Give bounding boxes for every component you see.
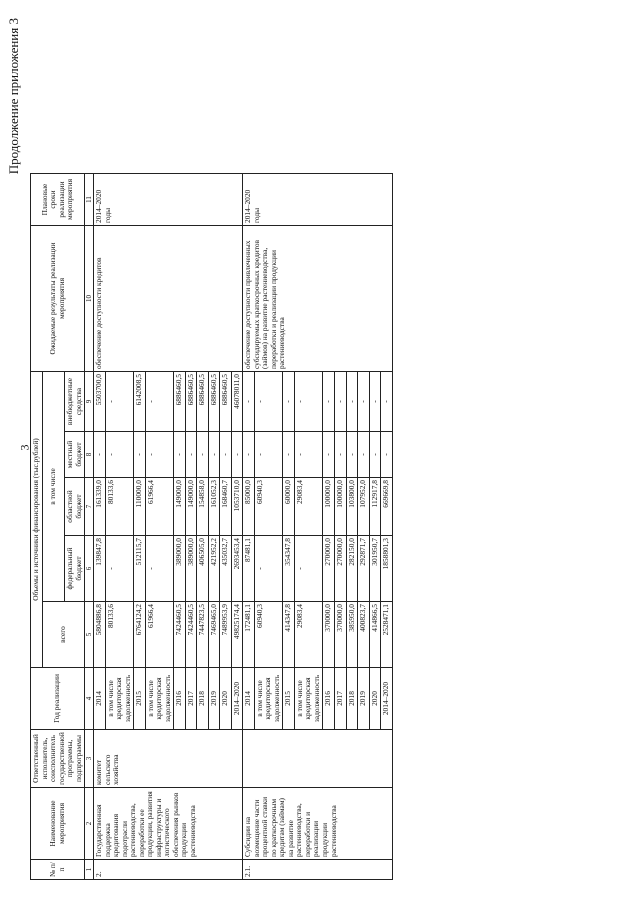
- row-number: 2.1.: [243, 860, 392, 880]
- regional-cell: 60000,0: [283, 478, 295, 536]
- column-number: 10: [85, 226, 94, 372]
- local-cell: -: [381, 432, 393, 478]
- regional-cell: 154858,0: [197, 478, 209, 536]
- offbudget-cell: -: [145, 372, 174, 432]
- year-cell: в том числе кредиторская задолженность: [294, 668, 323, 730]
- regional-cell: 149000,0: [185, 478, 197, 536]
- local-cell: -: [358, 432, 370, 478]
- offbudget-cell: -: [105, 372, 134, 432]
- offbudget-cell: 6886460,5: [208, 372, 220, 432]
- offbudget-cell: 5503700,0: [94, 372, 106, 432]
- offbudget-cell: -: [283, 372, 295, 432]
- total-cell: 80133,6: [105, 602, 134, 668]
- offbudget-cell: -: [346, 372, 358, 432]
- total-cell: 7424460,5: [185, 602, 197, 668]
- local-cell: -: [369, 432, 381, 478]
- header-offbudget: внебюджетные средства: [65, 372, 85, 432]
- offbudget-cell: -: [323, 372, 335, 432]
- year-cell: 2018: [197, 668, 209, 730]
- regional-cell: 168460,7: [220, 478, 232, 536]
- federal-cell: 354347,8: [283, 536, 295, 602]
- regional-cell: 100000,0: [335, 478, 347, 536]
- federal-cell: 435032,7: [220, 536, 232, 602]
- total-cell: 2528471,1: [381, 602, 393, 668]
- year-cell: 2016: [174, 668, 186, 730]
- federal-cell: -: [294, 536, 323, 602]
- column-number: 1: [85, 860, 94, 880]
- federal-cell: 389000,0: [174, 536, 186, 602]
- federal-cell: 512115,7: [134, 536, 146, 602]
- regional-cell: 161052,3: [208, 478, 220, 536]
- total-cell: 29083,4: [294, 602, 323, 668]
- column-number: 5: [85, 602, 94, 668]
- activity-name: Субсидии на возмещение части процентной ставки по краткосрочным кредитам (займам) на развитие растениеводства, переработки и реализации продукции растениеводства: [243, 788, 392, 860]
- federal-cell: 421952,2: [208, 536, 220, 602]
- regional-cell: 110000,0: [134, 478, 146, 536]
- column-number: 6: [85, 536, 94, 602]
- header-local: местный бюджет: [65, 432, 85, 478]
- local-cell: -: [243, 432, 255, 478]
- local-cell: -: [105, 432, 134, 478]
- year-cell: 2014–2020: [381, 668, 393, 730]
- header-results: Ожидаемые результаты реализации мероприятия: [31, 226, 85, 372]
- offbudget-cell: -: [358, 372, 370, 432]
- local-cell: -: [145, 432, 174, 478]
- year-cell: в том числе кредиторская задолженность: [105, 668, 134, 730]
- total-cell: 370000,0: [323, 602, 335, 668]
- total-cell: 385950,0: [346, 602, 358, 668]
- continuation-title: Продолжение приложения 3: [6, 18, 21, 175]
- year-cell: 2020: [220, 668, 232, 730]
- executor: [243, 730, 392, 788]
- total-cell: 7424460,5: [174, 602, 186, 668]
- total-cell: 414866,5: [369, 602, 381, 668]
- planned-terms: 2014–2020 годы: [94, 174, 243, 226]
- year-cell: 2015: [283, 668, 295, 730]
- header-federal: федеральный бюджет: [65, 536, 85, 602]
- local-cell: -: [346, 432, 358, 478]
- local-cell: -: [294, 432, 323, 478]
- year-cell: 2014: [243, 668, 255, 730]
- offbudget-cell: -: [254, 372, 283, 432]
- column-number: 2: [85, 788, 94, 860]
- federal-cell: 282150,0: [346, 536, 358, 602]
- local-cell: -: [335, 432, 347, 478]
- total-cell: 414347,8: [283, 602, 295, 668]
- year-cell: 2014: [94, 668, 106, 730]
- federal-cell: 406505,0: [197, 536, 209, 602]
- row-number: 2.: [94, 860, 243, 880]
- local-cell: -: [134, 432, 146, 478]
- total-cell: 6764124,2: [134, 602, 146, 668]
- federal-cell: 389000,0: [185, 536, 197, 602]
- regional-cell: 107952,0: [358, 478, 370, 536]
- federal-cell: 270000,0: [323, 536, 335, 602]
- column-number: 9: [85, 372, 94, 432]
- offbudget-cell: 6142008,5: [134, 372, 146, 432]
- local-cell: -: [208, 432, 220, 478]
- header-num: № п/п: [31, 860, 85, 880]
- regional-cell: 61966,4: [145, 478, 174, 536]
- table-row: [243, 174, 255, 880]
- column-number-row: [85, 174, 94, 880]
- year-cell: 2014–2020: [231, 668, 243, 730]
- column-number: 3: [85, 730, 94, 788]
- header-total: всего: [42, 602, 85, 668]
- year-cell: 2015: [134, 668, 146, 730]
- federal-cell: 292871,7: [358, 536, 370, 602]
- regional-cell: 103800,0: [346, 478, 358, 536]
- table-row: [94, 174, 106, 880]
- local-cell: -: [323, 432, 335, 478]
- total-cell: 5804886,8: [94, 602, 106, 668]
- regional-cell: 29083,4: [294, 478, 323, 536]
- federal-cell: 1858801,3: [381, 536, 393, 602]
- header-name: Наименование мероприятия: [31, 788, 85, 860]
- local-cell: -: [174, 432, 186, 478]
- regional-cell: 669669,8: [381, 478, 393, 536]
- year-cell: 2016: [323, 668, 335, 730]
- expected-result: обеспечение доступности кредитов: [94, 226, 243, 372]
- offbudget-cell: 6886460,5: [174, 372, 186, 432]
- year-cell: 2018: [346, 668, 358, 730]
- regional-cell: 149000,0: [174, 478, 186, 536]
- local-cell: -: [220, 432, 232, 478]
- local-cell: -: [254, 432, 283, 478]
- offbudget-cell: 6886460,5: [185, 372, 197, 432]
- offbudget-cell: -: [381, 372, 393, 432]
- local-cell: -: [197, 432, 209, 478]
- federal-cell: 139847,8: [94, 536, 106, 602]
- regional-cell: 85000,0: [243, 478, 255, 536]
- offbudget-cell: -: [294, 372, 323, 432]
- column-number: 11: [85, 174, 94, 226]
- regional-cell: 1053710,0: [231, 478, 243, 536]
- total-cell: 172481,1: [243, 602, 255, 668]
- header-regional: областной бюджет: [65, 478, 85, 536]
- year-cell: 2020: [369, 668, 381, 730]
- expected-result: обеспечение доступности привлеченных субсидируемых краткосрочных кредитов (займов) на развитие растениеводства, переработки и реализации продукции растениеводства: [243, 226, 392, 372]
- planned-terms: 2014–2020 годы: [243, 174, 392, 226]
- total-cell: 61966,4: [145, 602, 174, 668]
- local-cell: -: [94, 432, 106, 478]
- total-cell: 49825174,4: [231, 602, 243, 668]
- federal-cell: -: [254, 536, 283, 602]
- federal-cell: 87481,1: [243, 536, 255, 602]
- total-cell: 60940,3: [254, 602, 283, 668]
- federal-cell: 2693453,4: [231, 536, 243, 602]
- offbudget-cell: -: [243, 372, 255, 432]
- federal-cell: 270000,0: [335, 536, 347, 602]
- total-cell: 7447823,5: [197, 602, 209, 668]
- federal-cell: -: [105, 536, 134, 602]
- offbudget-cell: 6886460,5: [197, 372, 209, 432]
- column-number: 4: [85, 668, 94, 730]
- total-cell: 400823,7: [358, 602, 370, 668]
- federal-cell: 301950,7: [369, 536, 381, 602]
- year-cell: 2017: [185, 668, 197, 730]
- regional-cell: 161339,0: [94, 478, 106, 536]
- offbudget-cell: -: [369, 372, 381, 432]
- regional-cell: 100000,0: [323, 478, 335, 536]
- regional-cell: 60940,3: [254, 478, 283, 536]
- federal-cell: -: [145, 536, 174, 602]
- offbudget-cell: 6886460,5: [220, 372, 232, 432]
- local-cell: -: [231, 432, 243, 478]
- column-number: 7: [85, 478, 94, 536]
- year-cell: 2019: [208, 668, 220, 730]
- total-cell: 7489953,9: [220, 602, 232, 668]
- executor: комитет сельского хозяйства: [94, 730, 243, 788]
- year-cell: в том числе кредиторская задолженность: [254, 668, 283, 730]
- header-year: Год реализации: [31, 668, 85, 730]
- local-cell: -: [283, 432, 295, 478]
- offbudget-cell: 46078011,0: [231, 372, 243, 432]
- total-cell: 7469465,0: [208, 602, 220, 668]
- header-executor: Ответственный исполнитель, соисполнитель государственной программы, подпрограммы: [31, 730, 85, 788]
- page-number: 3: [17, 444, 32, 451]
- header-terms: Плановые сроки реализации мероприятия: [31, 174, 85, 226]
- activity-name: Государственная поддержка кредитования подотрасли растениеводства, переработки ее продукции, развития инфраструктуры и логистического обеспечения рынков продукции растениеводства: [94, 788, 243, 860]
- year-cell: 2017: [335, 668, 347, 730]
- year-cell: 2019: [358, 668, 370, 730]
- column-number: 8: [85, 432, 94, 478]
- regional-cell: 80133,6: [105, 478, 134, 536]
- regional-cell: 112917,8: [369, 478, 381, 536]
- local-cell: -: [185, 432, 197, 478]
- total-cell: 370000,0: [335, 602, 347, 668]
- year-cell: в том числе кредиторская задолженность: [145, 668, 174, 730]
- header-volumes: Объемы и источники финансирования (тыс.рублей): [31, 372, 43, 668]
- offbudget-cell: -: [335, 372, 347, 432]
- header-incl: в том числе: [42, 372, 65, 602]
- program-table: [30, 173, 393, 880]
